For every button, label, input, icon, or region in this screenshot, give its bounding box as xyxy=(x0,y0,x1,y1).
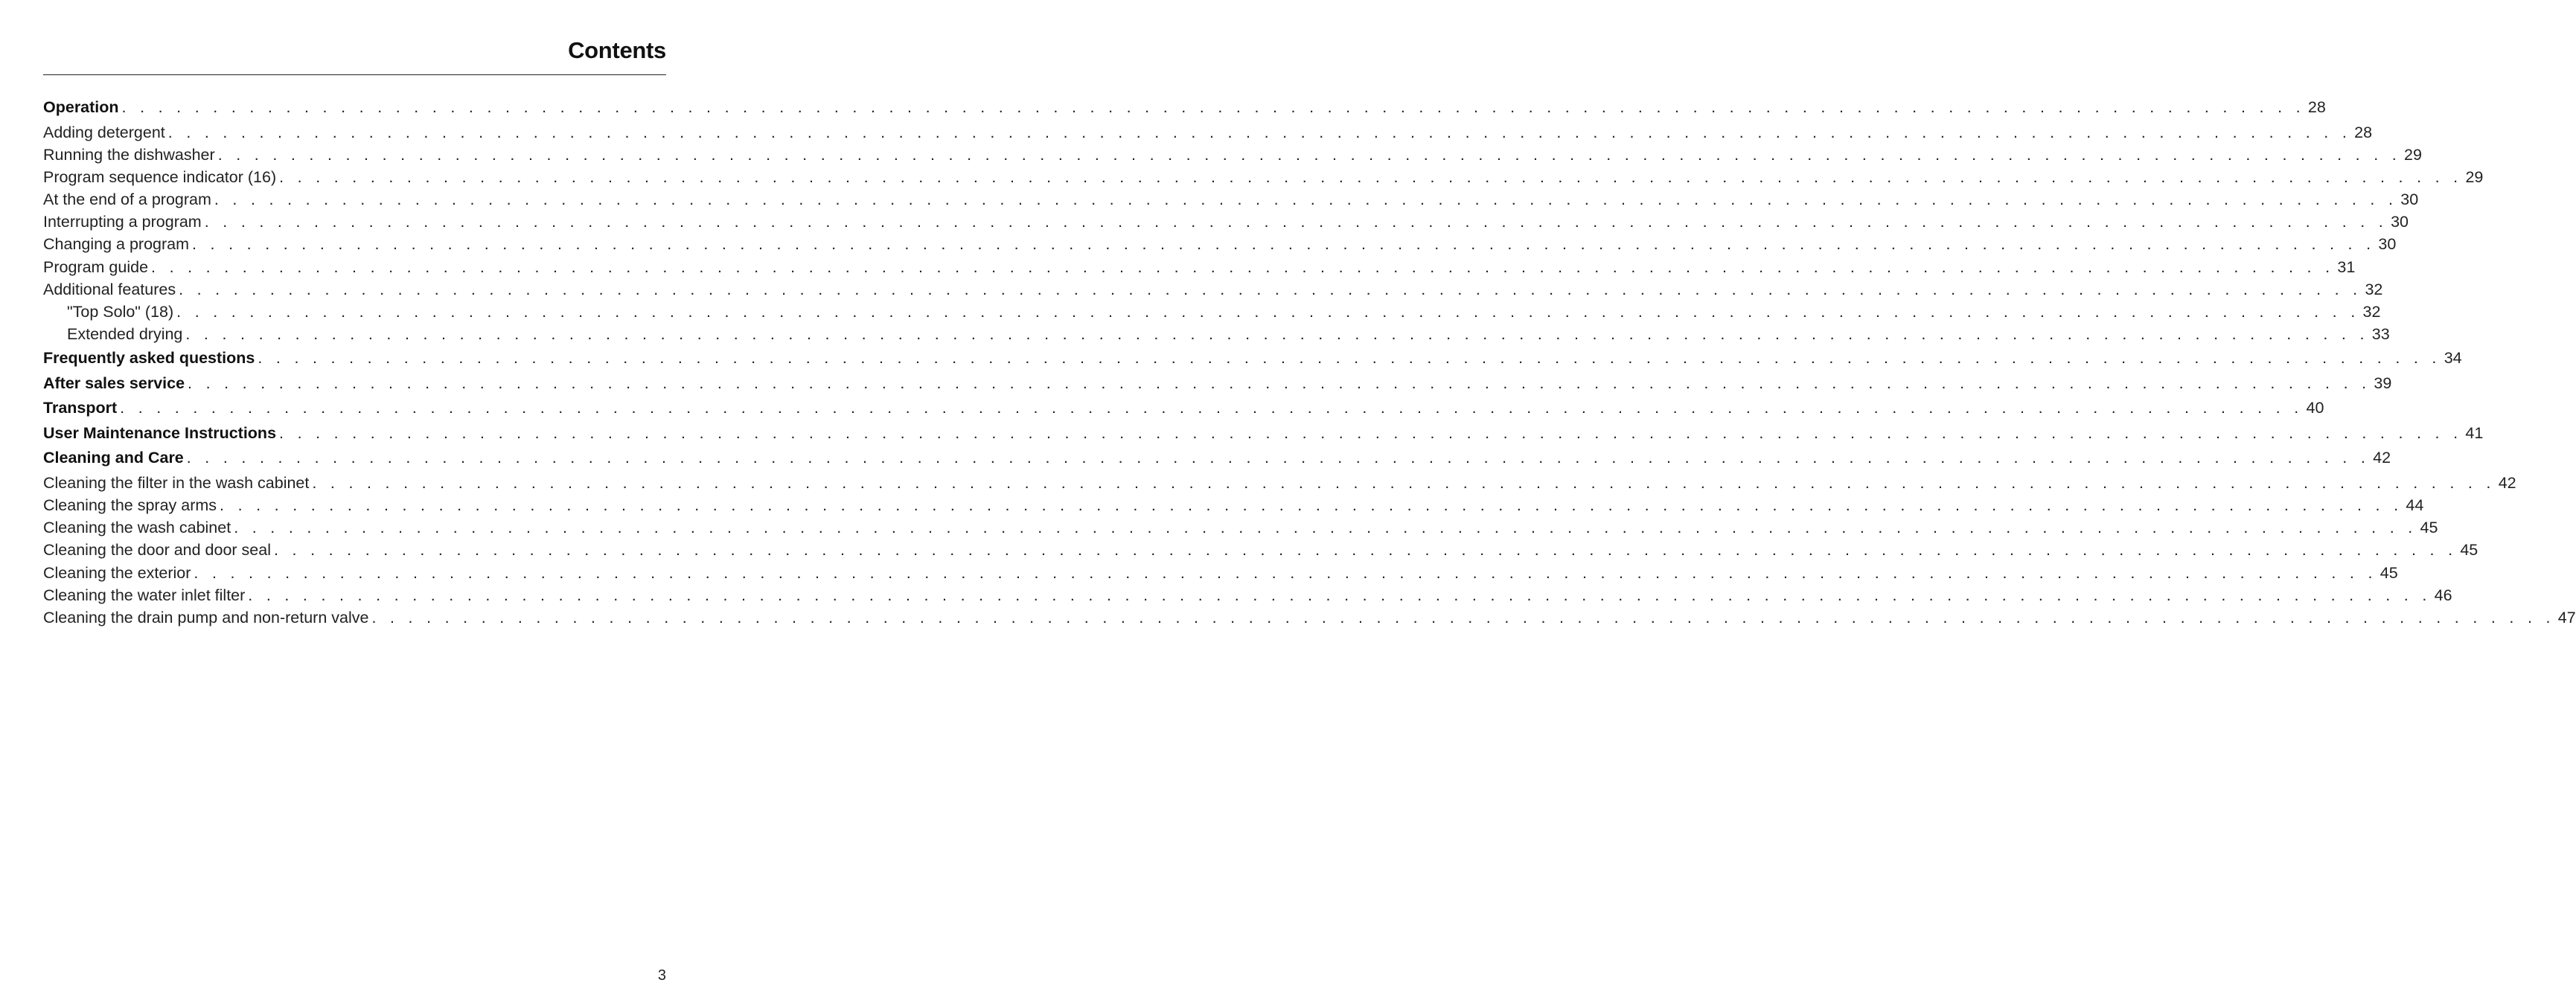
toc-entry[interactable] xyxy=(43,584,2452,606)
toc-entry[interactable] xyxy=(43,211,2409,233)
toc-entry[interactable] xyxy=(43,166,2484,188)
toc-entry-page: 42 xyxy=(2373,449,2391,467)
dot-leader: . . . . . . . . . . . . . . . . . . . . . . . . . . . . . . . . . . . . . . . . . . . . . . . . . . . . . . . . . . . . . . . . . . . . . . . . . . . . . . . . . . . . . . . . . . . . . . . . . . . . . . . . . . . . . . . . . . . . . . . . xyxy=(312,473,2496,492)
toc-entry[interactable] xyxy=(43,372,2392,397)
toc-entry[interactable] xyxy=(43,96,2326,121)
dot-leader: . . . . . . . . . . . . . . . . . . . . . . . . . . . . . . . . . . . . . . . . . . . . . . . . . . . . . . . . . . . . . . . . . . . . . . . . . . . . . . . . . . . . . . . . . . . . . . . . . . . . . . . . . . . . . . . . . . . . . . . . xyxy=(176,303,2360,321)
toc-entry-label: Cleaning the water inlet filter xyxy=(43,586,246,604)
toc-entry-page: 33 xyxy=(2371,325,2390,344)
toc-entry-page: 34 xyxy=(2444,349,2462,368)
toc-entry-label: Additional features xyxy=(43,280,176,298)
toc-entry[interactable] xyxy=(43,562,2398,584)
dot-leader: . . . . . . . . . . . . . . . . . . . . . . . . . . . . . . . . . . . . . . . . . . . . . . . . . . . . . . . . . . . . . . . . . . . . . . . . . . . . . . . . . . . . . . . . . . . . . . . . . . . . . . . . . . . . . . . . . . . . . . . . xyxy=(248,586,2432,604)
dot-leader: . . . . . . . . . . . . . . . . . . . . . . . . . . . . . . . . . . . . . . . . . . . . . . . . . . . . . . . . . . . . . . . . . . . . . . . . . . . . . . . . . . . . . . . . . . . . . . . . . . . . . . . . . . . . . . . . . . . . . . . . xyxy=(258,349,2441,368)
toc-entry[interactable] xyxy=(43,397,2324,422)
toc-entry-page: 32 xyxy=(2365,280,2383,298)
toc-entry-page: 29 xyxy=(2465,167,2484,186)
dot-leader: . . . . . . . . . . . . . . . . . . . . . . . . . . . . . . . . . . . . . . . . . . . . . . . . . . . . . . . . . . . . . . . . . . . . . . . . . . . . . . . . . . . . . . . . . . . . . . . . . . . . . . . . . . . . . . . . . . . . . . . . xyxy=(217,145,2402,164)
toc-entry-page: 47 xyxy=(2557,609,2576,627)
toc-entry[interactable] xyxy=(43,539,2478,561)
dot-leader: . . . . . . . . . . . . . . . . . . . . . . . . . . . . . . . . . . . . . . . . . . . . . . . . . . . . . . . . . . . . . . . . . . . . . . . . . . . . . . . . . . . . . . . . . . . . . . . . . . . . . . . . . . . . . . . . . . . . . . . . xyxy=(220,496,2403,515)
dot-leader: . . . . . . . . . . . . . . . . . . . . . . . . . . . . . . . . . . . . . . . . . . . . . . . . . . . . . . . . . . . . . . . . . . . . . . . . . . . . . . . . . . . . . . . . . . . . . . . . . . . . . . . . . . . . . . . . . . . . . . . . xyxy=(194,563,2377,582)
toc-entry-label: Operation xyxy=(43,98,119,116)
table-of-contents xyxy=(43,96,2576,629)
toc-entry[interactable] xyxy=(43,422,2484,447)
toc-entry[interactable] xyxy=(43,256,2356,278)
toc-entry-label: Cleaning the wash cabinet xyxy=(43,519,231,537)
toc-entry-label: Cleaning the drain pump and non-return valve xyxy=(43,609,369,627)
dot-leader: . . . . . . . . . . . . . . . . . . . . . . . . . . . . . . . . . . . . . . . . . . . . . . . . . . . . . . . . . . . . . . . . . . . . . . . . . . . . . . . . . . . . . . . . . . . . . . . . . . . . . . . . . . . . . . . . . . . . . . . . xyxy=(121,98,2305,116)
toc-entry-label: "Top Solo" (18) xyxy=(67,303,174,321)
dot-leader: . . . . . . . . . . . . . . . . . . . . . . . . . . . . . . . . . . . . . . . . . . . . . . . . . . . . . . . . . . . . . . . . . . . . . . . . . . . . . . . . . . . . . . . . . . . . . . . . . . . . . . . . . . . . . . . . . . . . . . . . xyxy=(120,399,2304,417)
toc-entry-label: Transport xyxy=(43,399,118,417)
toc-entry-page: 44 xyxy=(2406,496,2424,515)
toc-entry[interactable] xyxy=(43,516,2438,539)
dot-leader: . . . . . . . . . . . . . . . . . . . . . . . . . . . . . . . . . . . . . . . . . . . . . . . . . . . . . . . . . . . . . . . . . . . . . . . . . . . . . . . . . . . . . . . . . . . . . . . . . . . . . . . . . . . . . . . . . . . . . . . . xyxy=(167,123,2352,141)
page-number: 3 xyxy=(657,967,666,984)
toc-entry[interactable] xyxy=(43,494,2424,516)
toc-entry-page: 31 xyxy=(2337,257,2356,276)
toc-entry-label: Interrupting a program xyxy=(43,213,202,231)
toc-entry-page: 30 xyxy=(2400,190,2419,209)
dot-leader: . . . . . . . . . . . . . . . . . . . . . . . . . . . . . . . . . . . . . . . . . . . . . . . . . . . . . . . . . . . . . . . . . . . . . . . . . . . . . . . . . . . . . . . . . . . . . . . . . . . . . . . . . . . . . . . . . . . . . . . . xyxy=(179,280,2362,298)
toc-entry-page: 30 xyxy=(2378,235,2397,254)
dot-leader: . . . . . . . . . . . . . . . . . . . . . . . . . . . . . . . . . . . . . . . . . . . . . . . . . . . . . . . . . . . . . . . . . . . . . . . . . . . . . . . . . . . . . . . . . . . . . . . . . . . . . . . . . . . . . . . . . . . . . . . . xyxy=(214,190,2398,209)
toc-entry[interactable] xyxy=(43,121,2373,144)
dot-leader: . . . . . . . . . . . . . . . . . . . . . . . . . . . . . . . . . . . . . . . . . . . . . . . . . . . . . . . . . . . . . . . . . . . . . . . . . . . . . . . . . . . . . . . . . . . . . . . . . . . . . . . . . . . . . . . . . . . . . . . . xyxy=(274,541,2458,560)
toc-entry-label: At the end of a program xyxy=(43,190,211,209)
toc-entry-page: 45 xyxy=(2380,563,2398,582)
toc-entry-label: Running the dishwasher xyxy=(43,145,215,164)
toc-entry-page: 40 xyxy=(2306,399,2324,417)
toc-entry[interactable] xyxy=(43,606,2576,629)
toc-entry-label: Changing a program xyxy=(43,235,190,254)
toc-entry-label: Cleaning the door and door seal xyxy=(43,541,271,560)
dot-leader: . . . . . . . . . . . . . . . . . . . . . . . . . . . . . . . . . . . . . . . . . . . . . . . . . . . . . . . . . . . . . . . . . . . . . . . . . . . . . . . . . . . . . . . . . . . . . . . . . . . . . . . . . . . . . . . . . . . . . . . . xyxy=(185,325,2369,344)
toc-entry-page: 32 xyxy=(2362,303,2381,321)
toc-entry-page: 29 xyxy=(2404,145,2422,164)
toc-entry[interactable] xyxy=(43,323,2390,345)
toc-entry[interactable] xyxy=(43,446,2391,472)
toc-entry-page: 41 xyxy=(2465,423,2484,442)
toc-entry-page: 42 xyxy=(2498,473,2516,492)
toc-entry-label: Cleaning the exterior xyxy=(43,563,191,582)
toc-entry-label: Cleaning and Care xyxy=(43,449,184,467)
toc-entry-page: 39 xyxy=(2374,374,2392,392)
toc-entry[interactable] xyxy=(43,301,2381,323)
toc-entry[interactable] xyxy=(43,278,2383,301)
page-title: Contents xyxy=(568,37,666,63)
dot-leader: . . . . . . . . . . . . . . . . . . . . . . . . . . . . . . . . . . . . . . . . . . . . . . . . . . . . . . . . . . . . . . . . . . . . . . . . . . . . . . . . . . . . . . . . . . . . . . . . . . . . . . . . . . . . . . . . . . . . . . . . xyxy=(371,609,2555,627)
toc-entry-label: Cleaning the spray arms xyxy=(43,496,217,515)
toc-entry-label: Program guide xyxy=(43,257,149,276)
toc-entry[interactable] xyxy=(43,144,2422,166)
dot-leader: . . . . . . . . . . . . . . . . . . . . . . . . . . . . . . . . . . . . . . . . . . . . . . . . . . . . . . . . . . . . . . . . . . . . . . . . . . . . . . . . . . . . . . . . . . . . . . . . . . . . . . . . . . . . . . . . . . . . . . . . xyxy=(279,423,2463,442)
toc-entry[interactable] xyxy=(43,233,2397,255)
dot-leader: . . . . . . . . . . . . . . . . . . . . . . . . . . . . . . . . . . . . . . . . . . . . . . . . . . . . . . . . . . . . . . . . . . . . . . . . . . . . . . . . . . . . . . . . . . . . . . . . . . . . . . . . . . . . . . . . . . . . . . . . xyxy=(234,519,2417,537)
dot-leader: . . . . . . . . . . . . . . . . . . . . . . . . . . . . . . . . . . . . . . . . . . . . . . . . . . . . . . . . . . . . . . . . . . . . . . . . . . . . . . . . . . . . . . . . . . . . . . . . . . . . . . . . . . . . . . . . . . . . . . . . xyxy=(188,374,2371,392)
toc-entry-page: 28 xyxy=(2307,98,2326,116)
toc-entry[interactable] xyxy=(43,472,2516,494)
toc-entry-label: Program sequence indicator (16) xyxy=(43,167,277,186)
toc-entry-label: Cleaning the filter in the wash cabinet xyxy=(43,473,310,492)
toc-entry-page: 45 xyxy=(2460,541,2478,560)
toc-entry-label: Frequently asked questions xyxy=(43,349,255,368)
dot-leader: . . . . . . . . . . . . . . . . . . . . . . . . . . . . . . . . . . . . . . . . . . . . . . . . . . . . . . . . . . . . . . . . . . . . . . . . . . . . . . . . . . . . . . . . . . . . . . . . . . . . . . . . . . . . . . . . . . . . . . . . xyxy=(204,213,2388,231)
toc-entry-label: Adding detergent xyxy=(43,123,165,141)
dot-leader: . . . . . . . . . . . . . . . . . . . . . . . . . . . . . . . . . . . . . . . . . . . . . . . . . . . . . . . . . . . . . . . . . . . . . . . . . . . . . . . . . . . . . . . . . . . . . . . . . . . . . . . . . . . . . . . . . . . . . . . . xyxy=(279,167,2463,186)
dot-leader: . . . . . . . . . . . . . . . . . . . . . . . . . . . . . . . . . . . . . . . . . . . . . . . . . . . . . . . . . . . . . . . . . . . . . . . . . . . . . . . . . . . . . . . . . . . . . . . . . . . . . . . . . . . . . . . . . . . . . . . . xyxy=(192,235,2376,254)
dot-leader: . . . . . . . . . . . . . . . . . . . . . . . . . . . . . . . . . . . . . . . . . . . . . . . . . . . . . . . . . . . . . . . . . . . . . . . . . . . . . . . . . . . . . . . . . . . . . . . . . . . . . . . . . . . . . . . . . . . . . . . . xyxy=(151,257,2335,276)
toc-entry-label: After sales service xyxy=(43,374,185,392)
toc-entry-page: 45 xyxy=(2420,519,2438,537)
toc-entry-page: 46 xyxy=(2434,586,2452,604)
dot-leader: . . . . . . . . . . . . . . . . . . . . . . . . . . . . . . . . . . . . . . . . . . . . . . . . . . . . . . . . . . . . . . . . . . . . . . . . . . . . . . . . . . . . . . . . . . . . . . . . . . . . . . . . . . . . . . . . . . . . . . . . xyxy=(186,449,2371,467)
toc-entry-page: 28 xyxy=(2354,123,2373,141)
toc-entry[interactable] xyxy=(43,347,2462,372)
title-divider xyxy=(43,74,666,75)
toc-entry-label: User Maintenance Instructions xyxy=(43,423,277,442)
toc-entry[interactable] xyxy=(43,188,2419,211)
toc-entry-label: Extended drying xyxy=(67,325,183,344)
toc-entry-page: 30 xyxy=(2391,213,2409,231)
